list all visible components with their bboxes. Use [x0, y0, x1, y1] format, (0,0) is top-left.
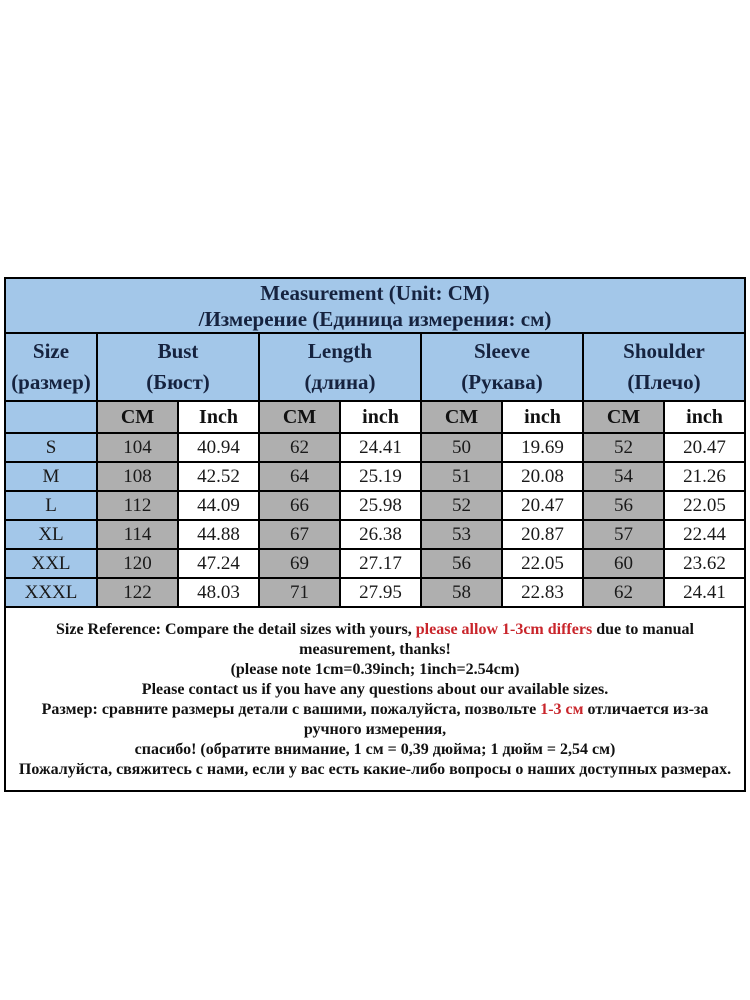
table-title-line1: Measurement (Unit: CM) — [260, 280, 490, 305]
column-header-shoulder-en: Shoulder — [623, 339, 705, 363]
table-row — [5, 462, 745, 491]
inch-value-cell: 20.47 — [664, 433, 745, 462]
cm-value-cell: 56 — [421, 549, 502, 578]
note-ru-line1-red: 1-3 см — [540, 701, 584, 718]
table-title — [5, 278, 745, 333]
size-table — [4, 277, 746, 608]
cm-value-cell: 112 — [97, 491, 178, 520]
cm-value-cell: 122 — [97, 578, 178, 607]
table-title-line2: /Измерение (Единица измерения: см) — [198, 306, 552, 331]
cm-value-cell: 54 — [583, 462, 664, 491]
table-row — [5, 549, 745, 578]
column-header-shoulder-ru: (Плечо) — [627, 370, 701, 394]
column-header-length-ru: (длина) — [304, 370, 376, 394]
cm-value-cell: 108 — [97, 462, 178, 491]
note-en-line3: Please contact us if you have any questions about our available sizes. — [141, 681, 609, 698]
cm-value-cell: 52 — [583, 433, 664, 462]
column-header-sleeve-ru: (Рукава) — [461, 370, 543, 394]
inch-value-cell: 47.24 — [178, 549, 259, 578]
unit-header-inch: inch — [502, 401, 583, 433]
size-label-cell: L — [5, 491, 97, 520]
inch-value-cell: 20.47 — [502, 491, 583, 520]
cm-value-cell: 52 — [421, 491, 502, 520]
unit-header-inch: inch — [340, 401, 421, 433]
column-header-row — [5, 333, 745, 401]
cm-value-cell: 50 — [421, 433, 502, 462]
note-en-line1-red: please allow 1-3cm differs — [415, 621, 593, 638]
size-label-cell: XXL — [5, 549, 97, 578]
note-ru-line3: Пожалуйста, свяжитесь с нами, если у вас есть какие-либо вопросы о наших доступных размерах. — [18, 761, 732, 778]
cm-value-cell: 56 — [583, 491, 664, 520]
cm-value-cell: 104 — [97, 433, 178, 462]
inch-value-cell: 42.52 — [178, 462, 259, 491]
inch-value-cell: 24.41 — [340, 433, 421, 462]
inch-value-cell: 22.05 — [502, 549, 583, 578]
inch-value-cell: 26.38 — [340, 520, 421, 549]
table-title-row — [5, 278, 745, 333]
cm-value-cell: 62 — [259, 433, 340, 462]
size-chart — [4, 277, 746, 792]
unit-header-cm: CM — [259, 401, 340, 433]
cm-value-cell: 120 — [97, 549, 178, 578]
table-row — [5, 578, 745, 607]
inch-value-cell: 44.88 — [178, 520, 259, 549]
column-header-bust-en: Bust — [157, 339, 199, 363]
inch-value-cell: 27.95 — [340, 578, 421, 607]
cm-value-cell: 57 — [583, 520, 664, 549]
cm-value-cell: 62 — [583, 578, 664, 607]
inch-value-cell: 19.69 — [502, 433, 583, 462]
cm-value-cell: 71 — [259, 578, 340, 607]
inch-value-cell: 44.09 — [178, 491, 259, 520]
note-ru-line1-prefix: Размер: сравните размеры детали с вашими, пожалуйста, позвольте — [41, 701, 541, 718]
column-header-size — [5, 333, 97, 401]
table-row — [5, 433, 745, 462]
unit-header-cm: CM — [421, 401, 502, 433]
column-header-length-en: Length — [307, 339, 373, 363]
cm-value-cell: 53 — [421, 520, 502, 549]
inch-value-cell: 27.17 — [340, 549, 421, 578]
note-ru-line1 — [12, 700, 738, 740]
cm-value-cell: 58 — [421, 578, 502, 607]
unit-header-inch: Inch — [178, 401, 259, 433]
unit-header-blank — [5, 401, 97, 433]
size-label-cell: XL — [5, 520, 97, 549]
size-table-body — [5, 433, 745, 607]
cm-value-cell: 114 — [97, 520, 178, 549]
column-header-length — [259, 333, 421, 401]
inch-value-cell: 22.83 — [502, 578, 583, 607]
column-header-size-ru: (размер) — [11, 370, 91, 394]
column-header-sleeve — [421, 333, 583, 401]
cm-value-cell: 66 — [259, 491, 340, 520]
inch-value-cell: 21.26 — [664, 462, 745, 491]
inch-value-cell: 25.98 — [340, 491, 421, 520]
column-header-bust-ru: (Бюст) — [146, 370, 210, 394]
note-ru-line1-suffix: отличается из-за ручного измерения, — [303, 701, 709, 738]
note-en-line1 — [12, 620, 738, 660]
table-row — [5, 520, 745, 549]
note-en-line1-suffix: due to manual measurement, thanks! — [299, 621, 694, 658]
unit-header-cm: CM — [97, 401, 178, 433]
inch-value-cell: 22.05 — [664, 491, 745, 520]
note-ru-line2: спасибо! (обратите внимание, 1 см = 0,39 дюйма; 1 дюйм = 2,54 см) — [134, 741, 616, 758]
inch-value-cell: 48.03 — [178, 578, 259, 607]
unit-header-inch: inch — [664, 401, 745, 433]
unit-header-cm: CM — [583, 401, 664, 433]
size-label-cell: XXXL — [5, 578, 97, 607]
cm-value-cell: 60 — [583, 549, 664, 578]
column-header-size-en: Size — [32, 339, 70, 363]
cm-value-cell: 51 — [421, 462, 502, 491]
note-en-line2: (please note 1cm=0.39inch; 1inch=2.54cm) — [230, 661, 520, 678]
inch-value-cell: 23.62 — [664, 549, 745, 578]
size-label-cell: S — [5, 433, 97, 462]
column-header-shoulder — [583, 333, 745, 401]
inch-value-cell: 20.87 — [502, 520, 583, 549]
cm-value-cell: 67 — [259, 520, 340, 549]
column-header-bust — [97, 333, 259, 401]
size-label-cell: M — [5, 462, 97, 491]
inch-value-cell: 22.44 — [664, 520, 745, 549]
inch-value-cell: 24.41 — [664, 578, 745, 607]
inch-value-cell: 20.08 — [502, 462, 583, 491]
note-en-line1-prefix: Size Reference: Compare the detail sizes with yours, — [56, 621, 416, 638]
table-row — [5, 491, 745, 520]
unit-header-row — [5, 401, 745, 433]
column-header-sleeve-en: Sleeve — [474, 339, 530, 363]
cm-value-cell: 69 — [259, 549, 340, 578]
inch-value-cell: 25.19 — [340, 462, 421, 491]
inch-value-cell: 40.94 — [178, 433, 259, 462]
notes-box — [4, 606, 746, 792]
cm-value-cell: 64 — [259, 462, 340, 491]
